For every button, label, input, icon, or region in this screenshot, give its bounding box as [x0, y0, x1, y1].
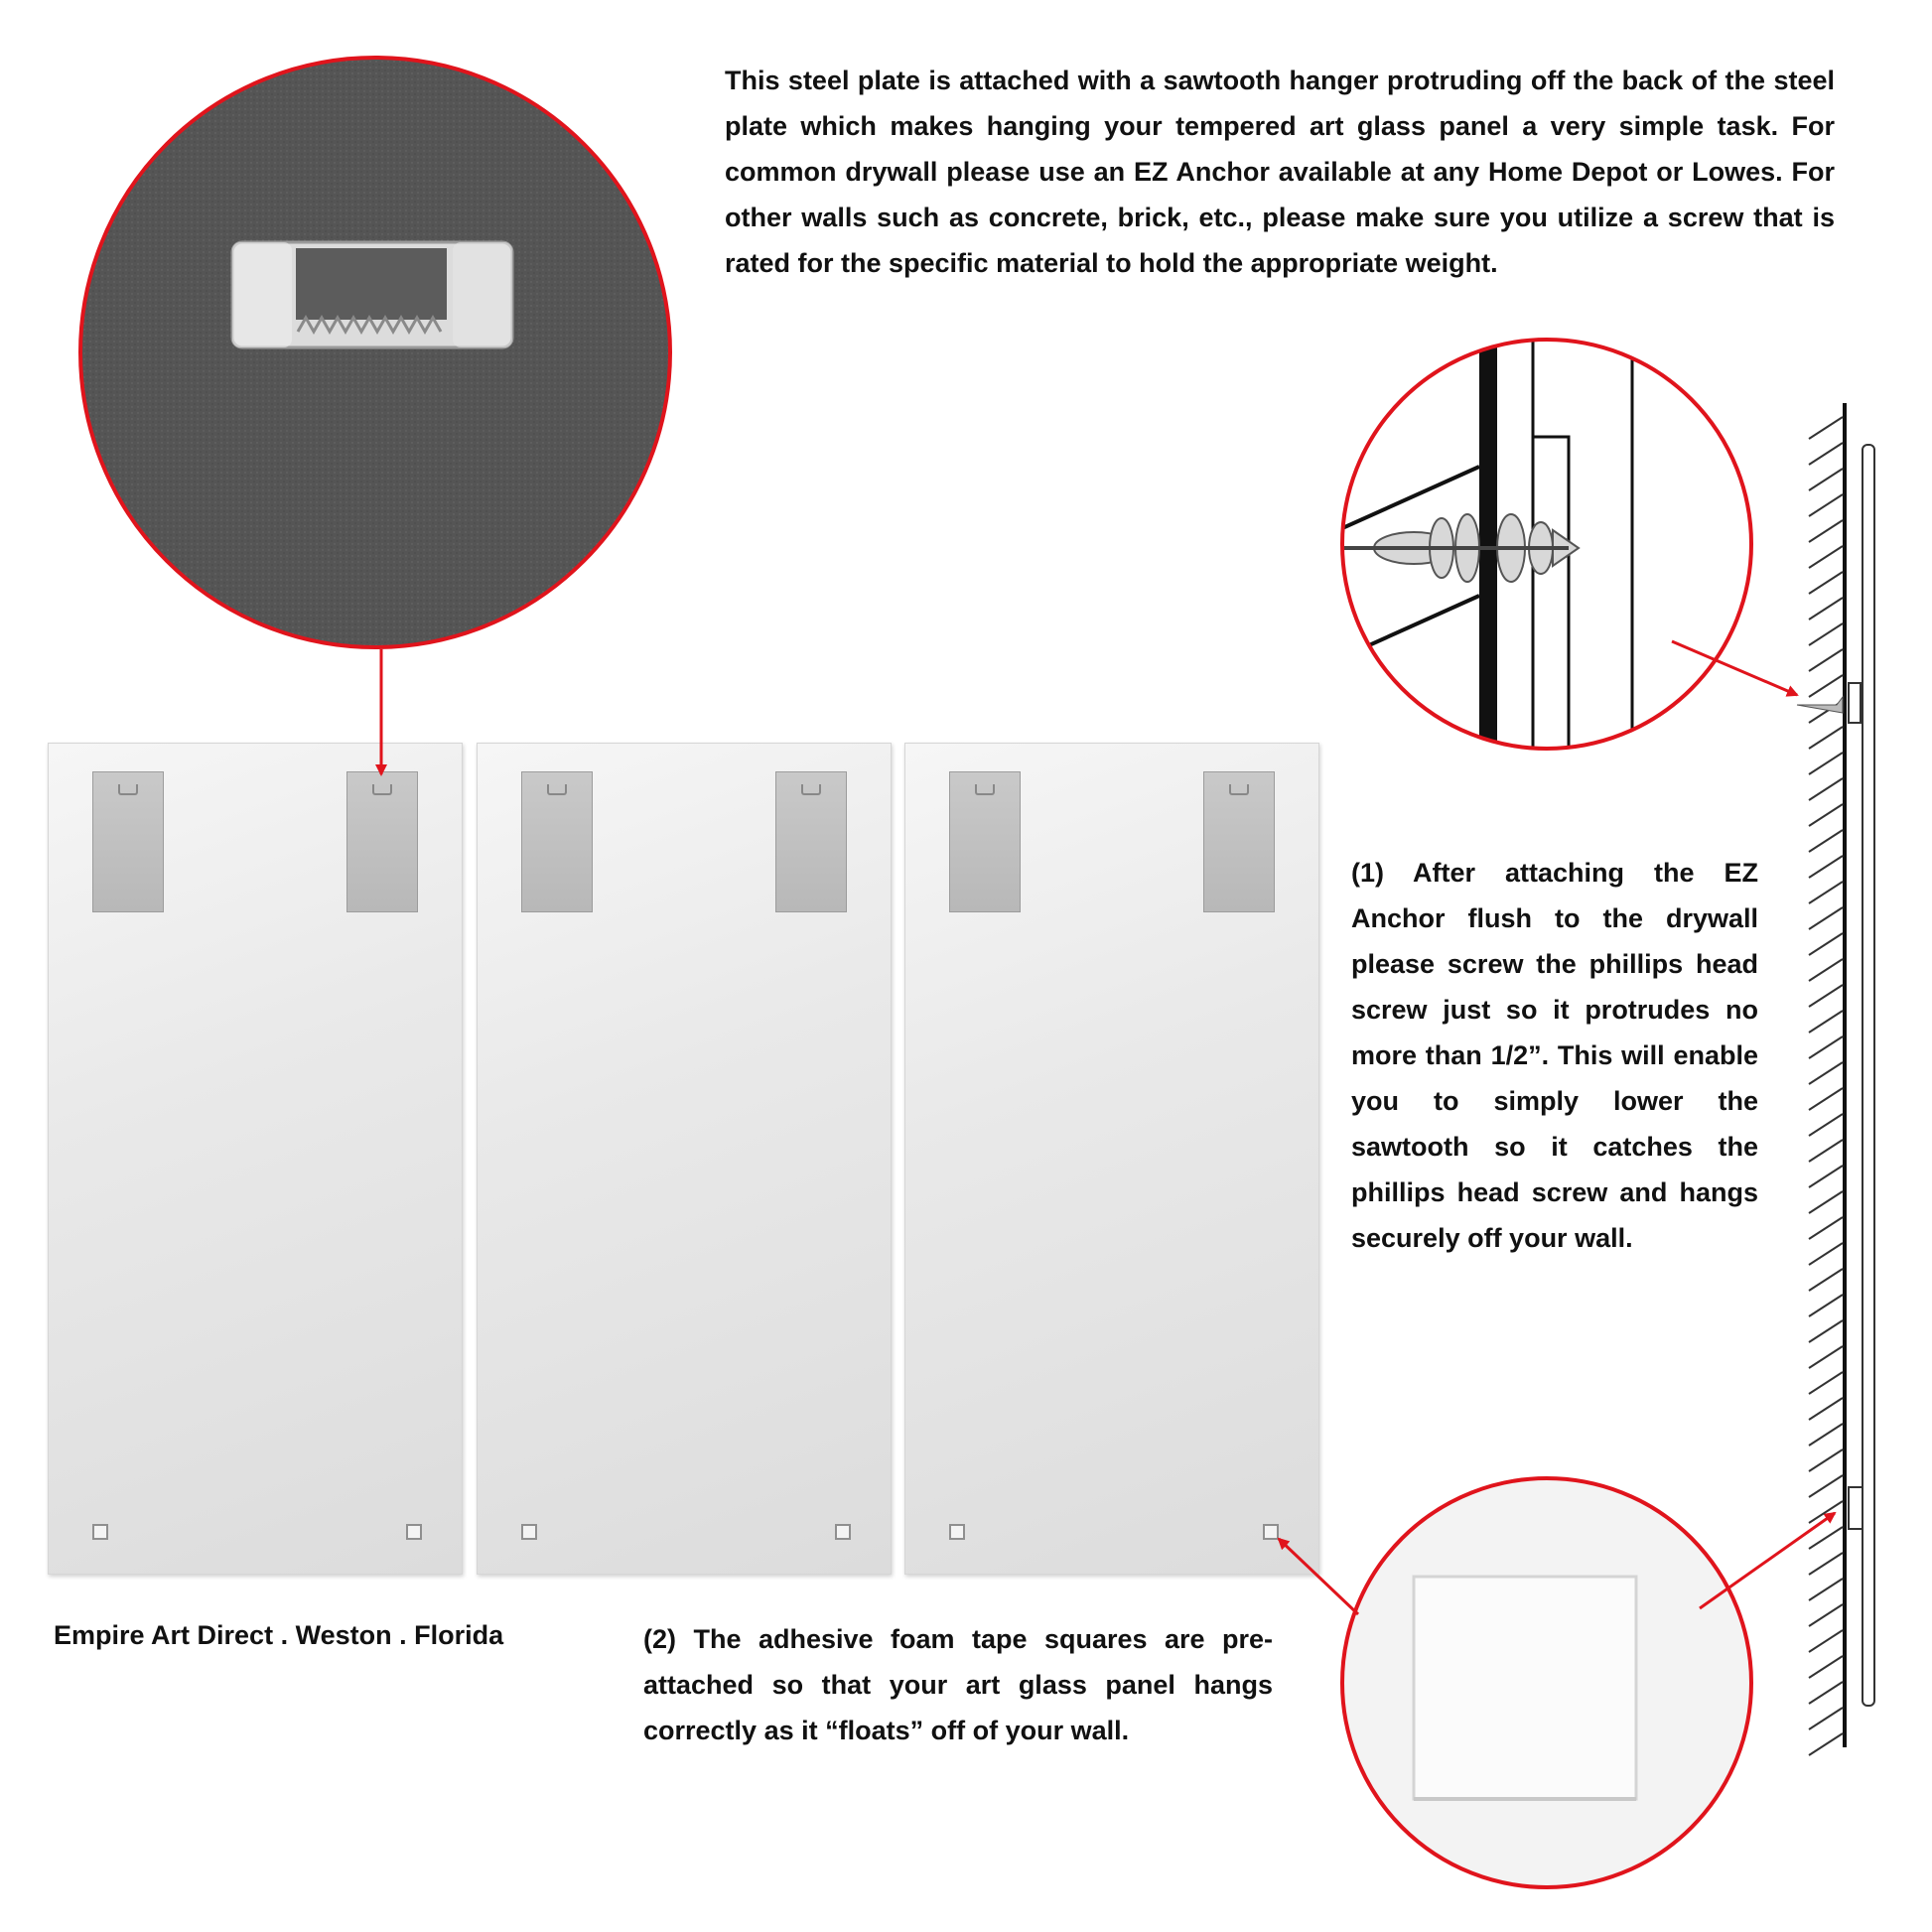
wall-hatch-line — [1809, 1475, 1843, 1497]
wall-hatch-line — [1809, 1269, 1843, 1291]
wall-hatch-line — [1809, 1579, 1843, 1600]
wall-hatch-line — [1809, 1036, 1843, 1058]
wall-hatch-line — [1809, 1449, 1843, 1471]
wall-hatch-line — [1809, 623, 1843, 645]
wall-hatch-line — [1809, 417, 1843, 439]
wall-side-view — [1797, 403, 1874, 1755]
step1-paragraph: (1) After attaching the EZ Anchor flush to the drywall please screw the phillips head screw just so it protrudes no more than 1/2”. This will enable you to simply lower the sawtooth so it catches the phillips head screw and hangs securely off your wall. — [1351, 858, 1758, 1253]
wall-hatch-line — [1809, 1424, 1843, 1446]
wall-hatch-line — [1809, 572, 1843, 594]
wall-hatch-line — [1809, 1708, 1843, 1729]
wall-hatch-line — [1809, 546, 1843, 568]
wall-hatch-line — [1809, 1733, 1843, 1755]
foam-callout-arrow-right — [1700, 1513, 1835, 1608]
wall-hatch-line — [1809, 1346, 1843, 1368]
wall-hatch-line — [1809, 882, 1843, 903]
wall-hatch-line — [1809, 1088, 1843, 1110]
wall-hatch-line — [1809, 1656, 1843, 1678]
sawtooth-hanger-zoom — [69, 50, 685, 665]
wall-hatch-line — [1809, 753, 1843, 774]
wall-hatch-line — [1809, 1320, 1843, 1342]
wall-hatch-line — [1809, 1372, 1843, 1394]
wall-hatch-line — [1809, 494, 1843, 516]
intro-paragraph: This steel plate is attached with a sawtooth hanger protruding off the back of the steel plate which makes hanging your tempered art glass panel a very simple task. For common drywall please use an EZ Anchor available at any Home Depot or Lowes. For other walls such as concrete, brick, etc., please make sure you utilize a screw that is rated for the specific material to hold the appropriate weight. — [725, 66, 1835, 278]
wall-hatch-line — [1809, 959, 1843, 981]
wall-hatch-line — [1809, 1630, 1843, 1652]
wall-hatch-line — [1809, 1295, 1843, 1316]
brand-line: Empire Art Direct . Weston . Florida — [54, 1620, 504, 1650]
wall-hatch-line — [1809, 1217, 1843, 1239]
step2-paragraph: (2) The adhesive foam tape squares are pre-attached so that your art glass panel hangs correctly as it “floats” off of your wall. — [643, 1624, 1273, 1745]
wall-hatch-line — [1809, 1011, 1843, 1033]
wall-hatch-line — [1809, 1166, 1843, 1187]
wall-hatch-line — [1809, 1114, 1843, 1136]
ez-anchor-zoom — [1281, 328, 1757, 764]
foam-square-zoom — [1340, 1477, 1757, 1894]
wall-hatch-line — [1809, 907, 1843, 929]
wall-hatch-line — [1809, 469, 1843, 490]
wall-hatch-line — [1809, 1243, 1843, 1265]
wall-hatch-line — [1809, 1527, 1843, 1549]
wall-hatch-line — [1809, 1191, 1843, 1213]
foam-callout-arrow-left — [1279, 1539, 1358, 1614]
wall-hatch-line — [1809, 1398, 1843, 1420]
wall-hatch-line — [1809, 443, 1843, 465]
wall-hatch-line — [1809, 727, 1843, 749]
wall-hatch-line — [1809, 649, 1843, 671]
wall-hatch-line — [1809, 675, 1843, 697]
wall-hatch-line — [1809, 985, 1843, 1007]
wall-hatch-line — [1809, 856, 1843, 878]
wall-hatch-line — [1809, 1062, 1843, 1084]
wall-hatch-line — [1809, 804, 1843, 826]
wall-hatch-line — [1809, 1553, 1843, 1575]
wall-hatch-line — [1809, 1604, 1843, 1626]
wall-hatch-line — [1809, 933, 1843, 955]
wall-hatch-line — [1809, 778, 1843, 800]
wall-hatch-line — [1809, 1140, 1843, 1162]
wall-hatch-line — [1809, 830, 1843, 852]
wall-hatch-line — [1809, 520, 1843, 542]
wall-hatch-line — [1809, 598, 1843, 620]
wall-hatch-line — [1809, 1682, 1843, 1704]
